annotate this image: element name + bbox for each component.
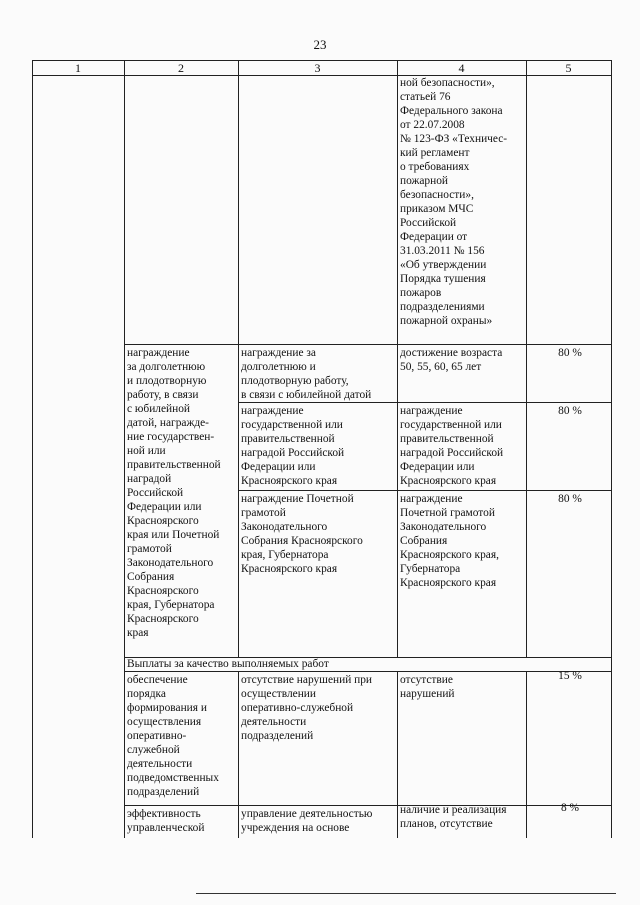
award-criterion: награждение за долголетнюю и плодотворную работу, в связи с юбилейной датой, награжде- ние государствен- ной или правительственной наградой Российской Федерации или Красноярского края или Почетной грамотой Законодательного Собрания Красноярского края, Губернатора Красноярского края bbox=[127, 347, 221, 639]
award-diploma-condition: награждение Почетной грамотой Законодательного Собрания Красноярского края, Губернатора Красноярского края bbox=[241, 493, 363, 575]
quality-condition-1: отсутствие нарушений при осуществлении оперативно-служебной деятельности подразделений bbox=[241, 674, 373, 742]
quality-condition-2: управление деятельностью учреждения на основе bbox=[241, 808, 373, 834]
scan-bottom-rule bbox=[196, 893, 616, 894]
header-col-4: 4 bbox=[458, 61, 465, 75]
award-state-indicator: награждение государственной или правительственной наградой Российской Федерации или Красноярского края bbox=[400, 405, 504, 487]
header-col-3: 3 bbox=[314, 61, 321, 75]
quality-indicator-2: наличие и реализация планов, отсутствие bbox=[400, 804, 507, 830]
subrow-rule-1 bbox=[238, 402, 612, 403]
award-diploma-percent: 80 % bbox=[558, 493, 582, 505]
quality-indicator-1: отсутствие нарушений bbox=[400, 674, 455, 700]
table-border-right bbox=[611, 60, 612, 838]
award-jubilee-condition: награждение за долголетнюю и плодотворную работу, в связи с юбилейной датой bbox=[241, 347, 372, 401]
award-jubilee-indicator: достижение возраста 50, 55, 60, 65 лет bbox=[400, 347, 503, 373]
section-heading-quality-payments: Выплаты за качество выполняемых работ bbox=[127, 658, 329, 670]
page-number: 23 bbox=[313, 37, 327, 52]
award-diploma-indicator: награждение Почетной грамотой Законодательного Собрания Красноярского края, Губернатора Красноярского края bbox=[400, 493, 499, 589]
award-jubilee-percent: 80 % bbox=[558, 347, 582, 359]
legal-basis-continuation: ной безопасности», статьей 76 Федерального закона от 22.07.2008 № 123-ФЗ «Техничес- кий регламент о требованиях пожарной безопасности», приказом МЧС Российской Федерации от 31.03.2011 № 156 «Об утверждении Порядка тушения пожаров подразделениями пожарной охраны» bbox=[400, 77, 508, 327]
header-col-2: 2 bbox=[178, 61, 184, 75]
table-border-left bbox=[32, 60, 33, 838]
award-state-condition: награждение государственной или правительственной наградой Российской Федерации или Красноярского края bbox=[241, 405, 345, 487]
header-col-5: 5 bbox=[565, 61, 572, 75]
quality-criterion-1: обеспечение порядка формирования и осуществления оперативно- служебной деятельности подведомственных подразделений bbox=[127, 674, 219, 798]
quality-percent-2: 8 % bbox=[560, 802, 580, 814]
quality-criterion-2: эффективность управленческой bbox=[127, 808, 205, 834]
award-state-percent: 80 % bbox=[558, 405, 582, 417]
header-col-1: 1 bbox=[75, 61, 81, 75]
subrow-rule-2 bbox=[238, 490, 612, 491]
quality-percent-1: 15 % bbox=[558, 670, 582, 682]
row-rule-1 bbox=[124, 344, 612, 345]
